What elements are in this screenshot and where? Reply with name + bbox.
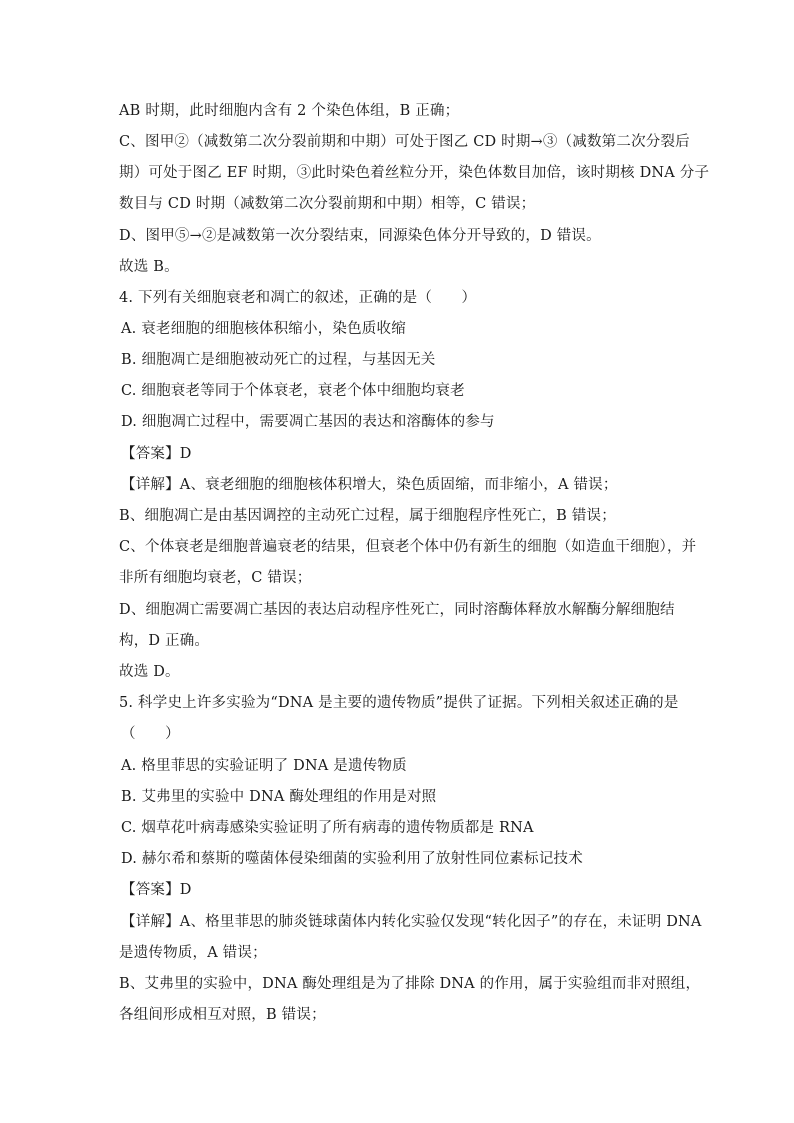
- question-5-option-d: D. 赫尔希和蔡斯的噬菌体侵染细菌的实验利用了放射性同位素标记技术: [121, 851, 583, 867]
- question-5-stem: 5. 科学史上许多实验为“DNA 是主要的遗传物质”提供了证据。下列相关叙述正确的是: [119, 695, 679, 711]
- text-line: 期）可处于图乙 EF 时期，③此时染色着丝粒分开，染色体数目加倍，该时期核 DNA 分子: [119, 165, 710, 181]
- question-5-option-a: A. 格里菲思的实验证明了 DNA 是遗传物质: [121, 758, 407, 774]
- question-4-option-c: C. 细胞衰老等同于个体衰老，衰老个体中细胞均衰老: [121, 383, 465, 399]
- text-line: C、个体衰老是细胞普遍衰老的结果，但衰老个体中仍有新生的细胞（如造血干细胞），并: [119, 539, 697, 555]
- text-line: D、图甲⑤→②是减数第一次分裂结束，同源染色体分开导致的，D 错误。: [119, 228, 601, 244]
- question-5-option-c: C. 烟草花叶病毒感染实验证明了所有病毒的遗传物质都是 RNA: [121, 820, 534, 836]
- question-4-stem: 4. 下列有关细胞衰老和凋亡的叙述，正确的是（ ）: [119, 290, 477, 306]
- text-line: B、细胞凋亡是由基因调控的主动死亡过程，属于细胞程序性死亡，B 错误；: [119, 508, 616, 524]
- text-line: 故选 D。: [119, 664, 180, 680]
- text-line: 非所有细胞均衰老，C 错误；: [119, 570, 312, 586]
- text-line: 是遗传物质，A 错误；: [119, 945, 267, 961]
- question-4-explanation: 【详解】A、衰老细胞的细胞核体积增大，染色质固缩，而非缩小，A 错误；: [121, 477, 618, 493]
- question-5-option-b: B. 艾弗里的实验中 DNA 酶处理组的作用是对照: [121, 789, 437, 805]
- text-line: C、图甲②（减数第二次分裂前期和中期）可处于图乙 CD 时期→③（减数第二次分裂后: [119, 134, 690, 150]
- text-line: AB 时期，此时细胞内含有 2 个染色体组，B 正确；: [119, 103, 460, 119]
- question-5-answer: 【答案】D: [121, 882, 192, 898]
- text-line: B、艾弗里的实验中，DNA 酶处理组是为了排除 DNA 的作用，属于实验组而非对照组，: [119, 976, 701, 992]
- question-4-answer: 【答案】D: [121, 446, 192, 462]
- text-line: 各组间形成相互对照，B 错误；: [119, 1007, 326, 1023]
- question-5-explanation: 【详解】A、格里菲思的肺炎链球菌体内转化实验仅发现“转化因子”的存在，未证明 DNA: [121, 914, 702, 930]
- question-4-option-b: B. 细胞凋亡是细胞被动死亡的过程，与基因无关: [121, 352, 436, 368]
- text-line: 故选 B。: [119, 259, 179, 275]
- text-line: D、细胞凋亡需要凋亡基因的表达启动程序性死亡，同时溶酶体释放水解酶分解细胞结: [119, 602, 675, 618]
- text-line: 数目与 CD 时期（减数第二次分裂前期和中期）相等，C 错误；: [119, 196, 536, 212]
- question-4-option-a: A. 衰老细胞的细胞核体积缩小，染色质收缩: [121, 321, 406, 337]
- question-4-option-d: D. 细胞凋亡过程中，需要凋亡基因的表达和溶酶体的参与: [121, 414, 495, 430]
- question-5-stem-bracket: （ ）: [121, 726, 180, 742]
- text-line: 构，D 正确。: [119, 633, 210, 649]
